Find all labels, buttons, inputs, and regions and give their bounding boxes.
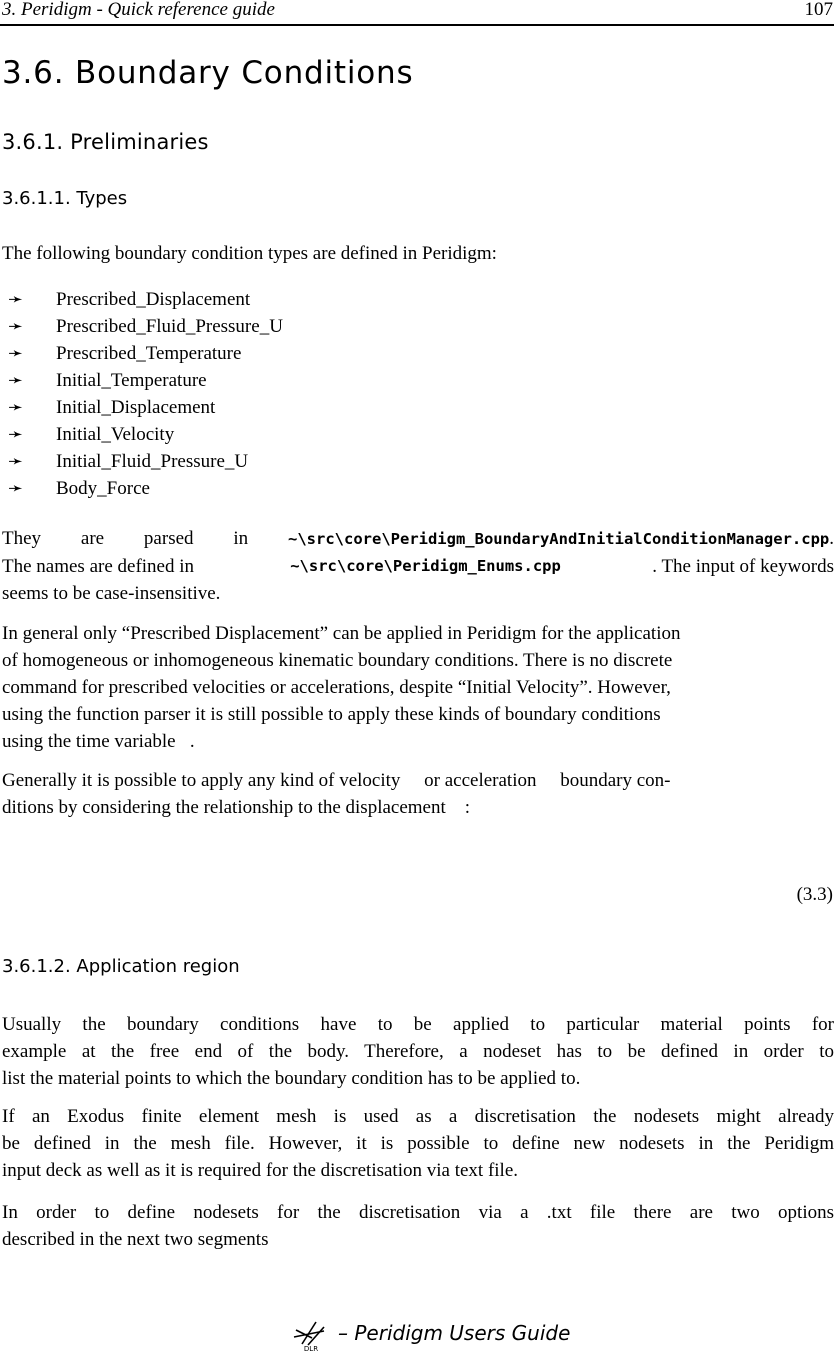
- types-list-item: [8, 394, 283, 421]
- arrow-bullet-icon: ➛: [8, 451, 24, 471]
- parsed-line-3: seems to be case-insensitive.: [2, 583, 221, 604]
- arrow-bullet-icon: ➛: [8, 424, 24, 444]
- region-paragraph-3: [2, 1199, 834, 1253]
- types-list-item-label: Prescribed_Temperature: [56, 343, 242, 364]
- region-p1-line: Usually the boundary conditions have to be applied to particular material points for: [2, 1014, 834, 1035]
- region-paragraph-1: [2, 1011, 834, 1092]
- types-list-item-label: Initial_Velocity: [56, 424, 175, 445]
- parsed-line-2-end: . The input of keywords: [652, 556, 834, 577]
- types-list-item-label: Initial_Displacement: [56, 397, 216, 418]
- region-p2-line: input deck as well as it is required for the discretisation via text file.: [2, 1160, 519, 1181]
- general-paragraph: [2, 620, 834, 755]
- types-list-item: [8, 367, 283, 394]
- types-list-item: [8, 448, 283, 475]
- arrow-bullet-icon: ➛: [8, 478, 24, 498]
- dlr-logo-icon: [290, 1318, 332, 1352]
- general-line: using the time variable .: [2, 731, 195, 752]
- equation-number: (3.3): [796, 884, 833, 905]
- region-p1-line: example at the free end of the body. Therefore, a nodeset has to be defined in order to: [2, 1041, 834, 1062]
- types-list-item-label: Initial_Fluid_Pressure_U: [56, 451, 249, 472]
- types-list-item: [8, 421, 283, 448]
- arrow-bullet-icon: ➛: [8, 370, 24, 390]
- arrow-bullet-icon: ➛: [8, 343, 24, 363]
- general-line: command for prescribed velocities or accelerations, despite “Initial Velocity”. However,: [2, 677, 671, 698]
- types-list: [8, 286, 283, 502]
- manager-file-path: ~\src\core\Peridigm_BoundaryAndInitialConditionManager.cpp: [288, 530, 830, 548]
- types-list-item: [8, 313, 283, 340]
- general-line: using the function parser it is still possible to apply these kinds of boundary conditions: [2, 704, 661, 725]
- region-p2-line: be defined in the mesh file. However, it is possible to define new nodesets in the Peridigm: [2, 1133, 834, 1154]
- section-heading: 3.6. Boundary Conditions: [2, 55, 414, 91]
- region-p1-line: list the material points to which the boundary condition has to be applied to.: [2, 1068, 581, 1089]
- parsed-line-1-end: .: [829, 528, 834, 549]
- parsed-line-1-text: They are parsed in: [2, 528, 288, 549]
- general-line: of homogeneous or inhomogeneous kinematic boundary conditions. There is no discrete: [2, 650, 673, 671]
- velocity-line: ditions by considering the relationship to the displacement :: [2, 797, 471, 818]
- velocity-line: Generally it is possible to apply any kind of velocity or acceleration boundary con-: [2, 770, 671, 791]
- velocity-paragraph: [2, 767, 834, 821]
- general-line: In general only “Prescribed Displacement” can be applied in Peridigm for the application: [2, 623, 681, 644]
- enums-file-path: ~\src\core\Peridigm_Enums.cpp: [290, 557, 561, 575]
- types-list-item-label: Prescribed_Displacement: [56, 289, 251, 310]
- types-list-item: [8, 475, 283, 502]
- types-list-item-label: Initial_Temperature: [56, 370, 207, 391]
- region-paragraph-2: [2, 1103, 834, 1184]
- types-list-item-label: Prescribed_Fluid_Pressure_U: [56, 316, 283, 337]
- types-list-item: [8, 286, 283, 313]
- subsubsection-heading-application-region: 3.6.1.2. Application region: [2, 956, 240, 977]
- types-list-item: [8, 340, 283, 367]
- region-p2-line: If an Exodus finite element mesh is used as a discretisation the nodesets might already: [2, 1106, 834, 1127]
- running-header-title: 3. Peridigm - Quick reference guide: [2, 0, 275, 20]
- subsubsection-heading-types: 3.6.1.1. Types: [2, 188, 128, 209]
- dlr-logo-text: DLR: [303, 1345, 319, 1352]
- arrow-bullet-icon: ➛: [8, 397, 24, 417]
- parsed-line-2-text: The names are defined in: [2, 556, 199, 577]
- page-number: 107: [804, 0, 833, 20]
- types-list-item-label: Body_Force: [56, 478, 150, 499]
- types-intro: [2, 240, 834, 267]
- parsed-line-1: [2, 525, 834, 553]
- header-rule: [0, 24, 834, 26]
- arrow-bullet-icon: ➛: [8, 289, 24, 309]
- parsed-line-2: [2, 553, 834, 580]
- subsection-heading: 3.6.1. Preliminaries: [2, 130, 209, 154]
- region-p3-line: described in the next two segments: [2, 1229, 269, 1250]
- types-intro-line: The following boundary condition types are defined in Peridigm:: [2, 243, 497, 264]
- arrow-bullet-icon: ➛: [8, 316, 24, 336]
- parsed-paragraph: [2, 525, 834, 607]
- region-p3-line: In order to define nodesets for the discretisation via a .txt file there are two options: [2, 1202, 834, 1223]
- footer-text: – Peridigm Users Guide: [338, 1321, 571, 1345]
